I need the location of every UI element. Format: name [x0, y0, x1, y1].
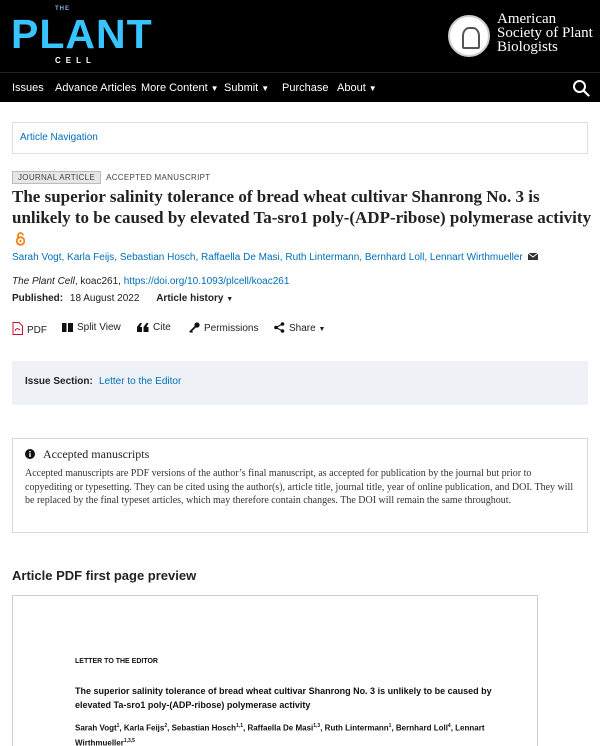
author-link[interactable]: Lennart Wirthmueller: [429, 252, 523, 263]
issue-section-link[interactable]: Letter to the Editor: [99, 376, 182, 387]
chevron-down-icon: ▼: [318, 326, 326, 333]
article-tags: [12, 171, 210, 184]
aspb-name: American Society of Plant Biologists: [497, 11, 593, 55]
author-link[interactable]: Karla Feijs: [67, 252, 115, 263]
publication-info: [12, 293, 233, 304]
author-link[interactable]: Ruth Lintermann: [285, 252, 360, 263]
accepted-manuscripts-notice: [12, 438, 588, 533]
author-list: Sarah Vogt, Karla Feijs, Sebastian Hosch, Raffaella De Masi, Ruth Lintermann, Bernhard Loll, Lennart Wirthmueller: [12, 252, 597, 263]
published-label: Published:: [12, 293, 64, 304]
chevron-down-icon: ▼: [210, 84, 219, 93]
nav-about[interactable]: About ▼: [337, 82, 377, 94]
split-view-icon: [62, 323, 73, 332]
pdf-preview-heading: Article PDF first page preview: [12, 568, 197, 583]
article-navigation-label: Article Navigation: [20, 132, 98, 143]
manuscript-status: ACCEPTED MANUSCRIPT: [106, 173, 211, 182]
article-title: The superior salinity tolerance of bread wheat cultivar Shanrong No. 3 is unlikely to be caused by elevated Ta-sro1 poly-(ADP-ribose) polymerase activity: [12, 186, 592, 249]
article-history-toggle[interactable]: Article history ▼: [156, 293, 234, 304]
cite-button[interactable]: Cite: [137, 322, 171, 333]
permissions-button[interactable]: Permissions: [189, 322, 258, 334]
citation: [12, 276, 289, 287]
nav-advance-articles[interactable]: Advance Articles: [55, 82, 137, 94]
key-icon: [189, 322, 200, 333]
nav-more-content[interactable]: More Content ▼: [141, 82, 219, 94]
search-icon[interactable]: [572, 79, 590, 97]
article-navigation[interactable]: [12, 122, 588, 154]
share-button[interactable]: Share ▼: [274, 322, 325, 334]
issue-section: [12, 361, 588, 405]
email-icon[interactable]: [528, 253, 538, 260]
journal-name: The Plant Cell: [12, 276, 75, 287]
issue-section-label: Issue Section:: [25, 376, 93, 387]
pdf-icon: [12, 322, 23, 335]
pdf-section-label: LETTER TO THE EDITOR: [75, 658, 158, 665]
logo-cell: CELL: [55, 56, 96, 65]
chevron-down-icon: ▼: [226, 296, 234, 303]
share-icon: [274, 322, 285, 333]
pdf-title: The superior salinity tolerance of bread wheat cultivar Shanrong No. 3 is unlikely to be caused by elevated Ta-sro1 poly-(ADP-ribose) polymerase activity: [75, 686, 492, 710]
article-type-badge: JOURNAL ARTICLE: [12, 171, 101, 184]
aspb-seal-icon: [448, 15, 490, 57]
notice-body: Accepted manuscripts are PDF versions of the author’s final manuscript, as accepted for publication by the journal but prior to copyediting or typesetting. They can be cited using the author(s), article title, journal title, year of online publication, and DOI. They will be replaced by the final typeset articles, which may therefore contain changes. The DOI will remain the same throughout.: [25, 468, 574, 506]
author-link[interactable]: Sarah Vogt: [12, 252, 62, 263]
quote-icon: [137, 323, 149, 332]
main-nav: [0, 72, 600, 102]
site-header: [0, 0, 600, 72]
chevron-down-icon: ▼: [261, 84, 270, 93]
nav-purchase[interactable]: Purchase: [282, 82, 329, 94]
notice-heading: Accepted manuscripts: [25, 447, 149, 462]
pdf-button[interactable]: PDF: [12, 322, 47, 336]
plant-cell-logo[interactable]: [11, 6, 153, 66]
nav-submit[interactable]: Submit ▼: [224, 82, 270, 94]
nav-issues[interactable]: Issues: [12, 82, 44, 94]
open-access-icon: [15, 231, 26, 246]
author-link[interactable]: Bernhard Loll: [364, 252, 425, 263]
doi-link[interactable]: https://doi.org/10.1093/plcell/koac261: [123, 276, 290, 287]
author-link[interactable]: Sebastian Hosch: [119, 252, 196, 263]
article-id: , koac261,: [74, 276, 124, 287]
pdf-authors: Sarah Vogt$^1$, Karla Feijs$^2$, Sebastian Hosch$^{1,1}$, Raffaella De Masi$^{1,3}$, Ruth Lintermann$^1$, Bernhard Loll$^4$, Lennart Wirthmueller$^{1,3,5}$: [75, 723, 485, 746]
author-link[interactable]: Raffaella De Masi: [201, 252, 280, 263]
chevron-down-icon: ▼: [368, 84, 377, 93]
published-date: 18 August 2022: [69, 293, 140, 304]
aspb-logo[interactable]: [448, 12, 593, 62]
info-icon: [25, 449, 35, 459]
split-view-button[interactable]: Split View: [62, 322, 121, 333]
logo-the: THE: [55, 6, 70, 12]
logo-plant: PLANT: [11, 11, 153, 57]
pdf-first-page-preview[interactable]: [12, 595, 538, 746]
